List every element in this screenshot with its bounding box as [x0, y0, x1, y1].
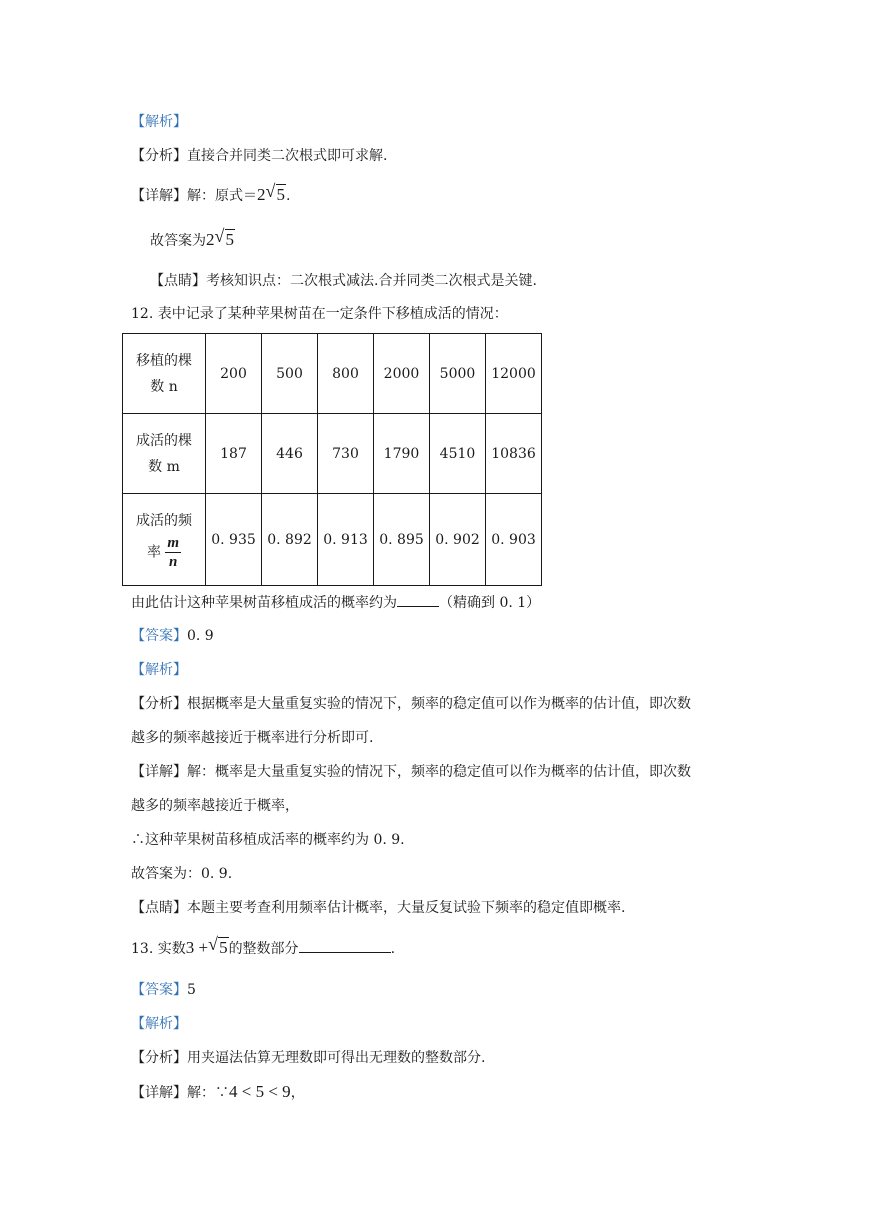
row-label-line: 率 $\frac{m}{n}$	[146, 535, 180, 570]
table-cell: 187	[206, 414, 262, 494]
q12-detail-line2: 越多的频率越接近于概率，	[131, 798, 299, 814]
q12-detail-tag: 【详解】	[131, 764, 187, 780]
q13-stem	[131, 934, 396, 959]
q11-analysis-text: 直接合并同类二次根式即可求解.	[187, 148, 388, 164]
row-label-n	[123, 334, 206, 414]
q13-analysis	[131, 1048, 485, 1068]
q12-comment	[131, 898, 625, 918]
answer-blank	[299, 938, 391, 953]
q11-detail-text: 解：原式＝	[187, 188, 257, 204]
q11-answer	[150, 226, 235, 251]
q12-answer	[131, 626, 214, 646]
q11-comment	[150, 271, 537, 291]
q12-detail-line3: ∴这种苹果树苗移植成活率的概率约为 0. 9.	[131, 832, 405, 848]
table-cell: 1790	[374, 414, 430, 494]
table-cell: 500	[262, 334, 318, 414]
q11-jiexi-heading: 【解析】	[131, 114, 187, 130]
q11-answer-coef: 2	[206, 230, 215, 249]
q11-detail	[131, 181, 291, 206]
q11-answer-expr	[206, 226, 235, 249]
q13-radicand: 5	[219, 938, 228, 957]
q12-detail-line1	[131, 762, 691, 782]
table-cell: 10836	[486, 414, 542, 494]
table-cell: 800	[318, 334, 374, 414]
q11-analysis	[131, 146, 387, 166]
row-label-line: 数 n	[150, 378, 178, 395]
answer-blank	[397, 592, 439, 607]
q13-detail-comma: ，	[290, 1085, 305, 1101]
table-cell: 730	[318, 414, 374, 494]
q13-analysis-tag: 【分析】	[131, 1050, 187, 1066]
q12-analysis-tag: 【分析】	[131, 696, 187, 712]
table-cell: 4510	[430, 414, 486, 494]
sqrt-symbol: √ 5	[265, 181, 285, 204]
q13-answer	[131, 980, 196, 1000]
table-cell: 0. 892	[262, 494, 318, 586]
q13-jiexi-heading: 【解析】	[131, 1016, 187, 1032]
table-cell: 0. 913	[318, 494, 374, 586]
q11-analysis-tag: 【分析】	[131, 148, 187, 164]
q12-question-text: 由此估计这种苹果树苗移植成活的概率约为	[131, 595, 397, 611]
q13-expression	[185, 934, 229, 957]
q11-answer-text: 故答案为	[150, 233, 206, 249]
table-cell: 200	[206, 334, 262, 414]
table-row-m	[123, 414, 542, 494]
table-cell: 5000	[430, 334, 486, 414]
q12-answer-value: 0. 9	[187, 628, 214, 644]
row-label-line: 数 m	[148, 458, 180, 475]
q13-stem-mid: 的整数部分	[228, 941, 299, 957]
q12-analysis-line1	[131, 694, 691, 714]
q11-detail-period: .	[286, 188, 291, 204]
q12-stem: 12. 表中记录了某种苹果树苗在一定条件下移植成活的情况：	[131, 306, 508, 322]
table-row-n	[123, 334, 542, 414]
row-label-line: 成活的频	[136, 513, 192, 529]
q12-question	[131, 592, 540, 613]
sqrt-symbol: √ 5	[214, 226, 234, 249]
row-label-line: 移植的棵	[136, 352, 192, 369]
row-label-freq	[123, 494, 206, 586]
row-label-m	[123, 414, 206, 494]
q12-analysis-text: 根据概率是大量重复实验的情况下，频率的稳定值可以作为概率的估计值，即次数	[187, 696, 691, 712]
q11-detail-tag: 【详解】	[131, 188, 187, 204]
q11-coef: 2	[257, 185, 266, 204]
q11-radicand: 5	[276, 185, 285, 204]
q13-answer-tag: 【答案】	[131, 982, 187, 998]
q13-answer-value: 5	[187, 982, 196, 998]
q13-detail	[131, 1082, 305, 1103]
table-cell: 2000	[374, 334, 430, 414]
table-cell: 0. 895	[374, 494, 430, 586]
table-row-freq	[123, 494, 542, 586]
q13-detail-tag: 【详解】	[131, 1085, 187, 1101]
fraction-m-over-n: $\frac{m}{n}$	[167, 535, 180, 570]
table-cell: 12000	[486, 334, 542, 414]
q12-analysis-line2: 越多的频率越接近于概率进行分析即可.	[131, 730, 374, 746]
q12-jiexi-heading: 【解析】	[131, 662, 187, 678]
q13-expr-text: 3 +	[185, 938, 209, 957]
q12-question-note: （精确到 0. 1）	[439, 595, 541, 611]
q12-detail-text: 解：概率是大量重复实验的情况下，频率的稳定值可以作为概率的估计值，即次数	[187, 764, 691, 780]
q12-data-table	[122, 333, 542, 586]
q11-comment-text: 考核知识点：二次根式减法.合并同类二次根式是关键.	[206, 273, 537, 289]
q12-answer-tag: 【答案】	[131, 628, 187, 644]
q11-answer-radicand: 5	[225, 230, 234, 249]
q12-comment-text: 本题主要考查利用频率估计概率，大量反复试验下频率的稳定值即概率.	[187, 900, 626, 916]
table-cell: 0. 903	[486, 494, 542, 586]
q13-detail-expr: 4 < 5 < 9	[229, 1082, 291, 1101]
sqrt-symbol: √ 5	[208, 934, 228, 957]
row-label-line: 成活的棵	[136, 432, 192, 449]
q13-stem-text: 13. 实数	[131, 941, 186, 957]
q12-comment-tag: 【点睛】	[131, 900, 187, 916]
q11-comment-tag: 【点睛】	[150, 273, 206, 289]
q13-analysis-text: 用夹逼法估算无理数即可得出无理数的整数部分.	[187, 1050, 486, 1066]
table-cell: 0. 902	[430, 494, 486, 586]
q13-detail-text: 解：∵	[187, 1085, 229, 1101]
q11-detail-expr	[257, 181, 286, 204]
q12-detail-line4: 故答案为：0. 9.	[131, 866, 233, 882]
q13-stem-end: .	[390, 941, 396, 957]
table-cell: 446	[262, 414, 318, 494]
table-cell: 0. 935	[206, 494, 262, 586]
